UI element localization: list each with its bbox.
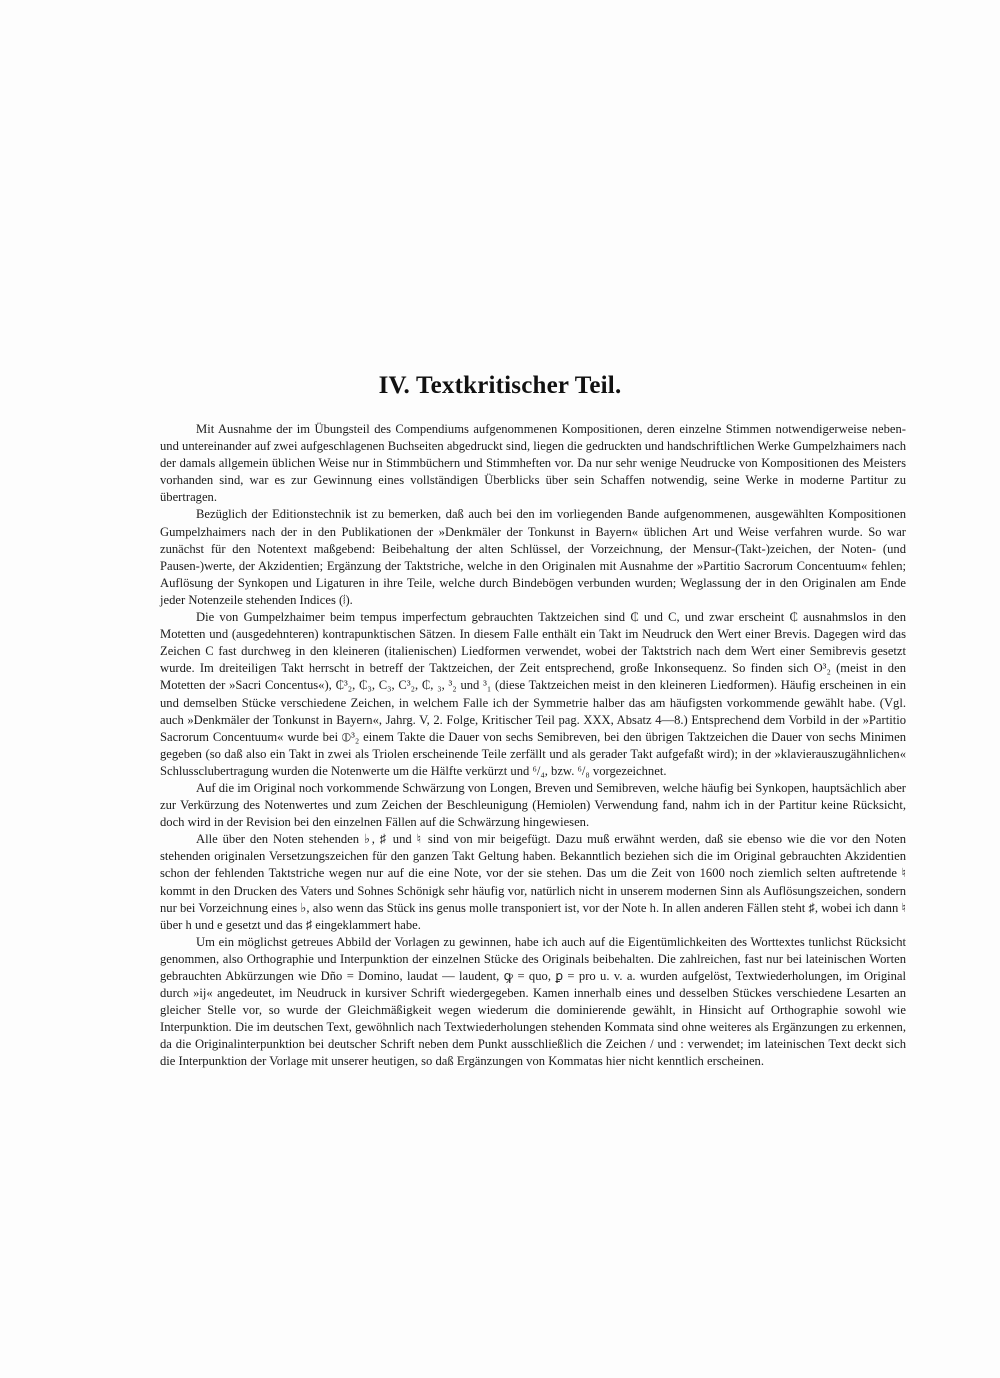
paragraph-coloration: Auf die im Original noch vorkommende Schwärzung von Longen, Breven und Semibreven, welche häufig bei Synkopen, hauptsächlich aber zur Verkürzung des Notenwertes und zum Zeichen der Beschleunigung (Hemiolen) Verwendung fand, nahm ich in der Partitur keine Rücksicht, doch wird in der Revision bei den einzelnen Fällen auf die Schwärzung hingewiesen. (160, 780, 906, 830)
paragraph-time-signatures: Die von Gumpelzhaimer beim tempus imperfectum gebrauchten Taktzeichen sind ₵ und C, und zwar erscheint ₵ ausnahmslos in den Motetten und (ausgedehnteren) kontrapunktischen Sätzen. In diesem Falle enthält ein Takt im Neudruck den Wert einer Brevis. Dagegen wird das Zeichen C fast durchweg in den kleineren (italienischen) Liedformen verwendet, wobei der Taktstrich nach dem Wert einer Semibrevis gesetzt wurde. Im dreiteiligen Takt herrscht in betreff der Taktzeichen, der Zeit entsprechend, große Inkonsequenz. So finden sich O³₂ (meist in den Motetten der »Sacri Concentus«), ₵³₂, ₵₃, C₃, C³₂, ₵, ₃, ³₂ und ³₁ (diese Taktzeichen meist in den kleineren Liedformen). Häufig erscheinen in ein und demselben Stücke verschiedene Zeichen, in welchem Falle ich der Symmetrie halber das am häufigsten vorkommende gewählt habe. (Vgl. auch »Denkmäler der Tonkunst in Bayern«, Jahrg. V, 2. Folge, Kritischer Teil pag. XXX, Absatz 4—8.) Entsprechend dem Vorbild in der »Partitio Sacrorum Concentuum« wurde bei ⦶³₂ einem Takte die Dauer von sechs Semibreven, bei den übrigen Taktzeichen die Dauer von sechs Minimen gegeben (so daß also ein Takt in zwei als Triolen erscheinende Teile zerfällt und als gerader Takt aufgefaßt wird); in der »klavierauszugähnlichen« Schlussclubertragung wurden die Notenwerte um die Hälfte verkürzt und ⁶/₄, bzw. ⁶/₈ vorgezeichnet. (160, 610, 906, 778)
paragraph-edition-technique: Bezüglich der Editionstechnik ist zu bemerken, daß auch bei den im vorliegenden Bande aufgenommenen, ausgewählten Kompositionen Gumpelzhaimers nach der in den Publikationen der »Denkmäler der Tonkunst in Bayern« üblichen Art und Weise verfahren wurde. So war zunächst für den Notentext maßgebend: Beibehaltung der alten Schlüssel, der Vorzeichnung, der Mensur-(Takt-)zeichen, der Noten- (und Pausen-)werte, der Akzidentien; Ergänzung der Taktstriche, welche in den Originalen mit Ausnahme der »Partitio Sacrorum Concentuum« fehlen; Auflösung der Synkopen und Ligaturen in ihre Teile, welche durch Bindebögen verbunden wurden; Weglassung der in den Originalen am Ende jeder Notenzeile stehenden Indices (𝆃). (160, 507, 906, 607)
paragraph-word-text: Um ein möglichst getreues Abbild der Vorlagen zu gewinnen, habe ich auch auf die Eigentümlichkeiten des Worttextes tunlichst Rücksicht genommen, also Orthographie und Interpunktion der einzelnen Stücke des Originals beibehalten. Die zahlreichen, fast nur bei lateinischen Worten gebrauchten Abkürzungen wie Dño = Domino, laudat — laudent, ꝙ = quo, ꝑ = pro u. v. a. wurden aufgelöst, Textwiederholungen, im Original durch »ij« angedeutet, im Neudruck in kursiver Schrift wiedergegeben. Kamen innerhalb eines und desselben Stückes verschiedene Lesarten an gleicher Stelle vor, so wurde der Gleichmäßigkeit wegen wiederum die dominierende gewählt, in Hinsicht auf Orthographie sowohl wie Interpunktion. Die im deutschen Text, gewöhnlich nach Textwiederholungen stehenden Kommata sind ohne weiteres als Ergänzungen zu erkennen, da die Originalinterpunktion bei deutscher Schrift neben dem Punkt ausschließlich die Zeichen / und : verwendet; im lateinischen Text deckt sich die Interpunktion der Vorlage mit unserer heutigen, so daß Ergänzungen von Kommatas hier nicht kenntlich erscheinen. (160, 934, 906, 1069)
paragraph-accidentals: Alle über den Noten stehenden ♭, ♯ und ♮ sind von mir beigefügt. Dazu muß erwähnt werden, daß sie ebenso wie die vor den Noten stehenden originalen Versetzungszeichen für den ganzen Takt Geltung haben. Bekanntlich beziehen sich die im Original gebrauchten Akzidentien schon der fehlenden Taktstriche wegen nur auf die eine Note, vor der sie stehen. Das um die Zeit von 1600 noch ziemlich selten auftretende ♮ kommt in den Drucken des Vaters und Sohnes Schönigk sehr häufig vor, natürlich nicht in unserem modernen Sinn als Auflösungszeichen, sondern nur bei Vorzeichnung eines ♭, also wenn das Stück ins genus molle transponiert ist, vor der Note h. In allen anderen Fällen steht ♯, wobei ich dann ♮ über h und e gesetzt und das ♯ eingeklammert habe. (160, 832, 906, 932)
paragraph-intro: Mit Ausnahme der im Übungsteil des Compendiums aufgenommenen Kompositionen, deren einzelne Stimmen notwendigerweise neben- und untereinander auf zwei aufgeschlagenen Buchseiten abgedruckt sind, liegen die gedruckten und handschriftlichen Werke Gumpelzhaimers nach der damals allgemein üblichen Weise nur in Stimmbüchern und Stimmheften vor. Da nur sehr wenige Neudrucke von Kompositionen des Meisters vorhanden sind, war es zur Gewinnung eines vollständigen Überblicks über sein Schaffen notwendig, seine Werke in moderne Partitur zu übertragen. (160, 422, 906, 505)
body-text (160, 421, 906, 1071)
section-heading: IV. Textkritischer Teil. (378, 372, 622, 399)
